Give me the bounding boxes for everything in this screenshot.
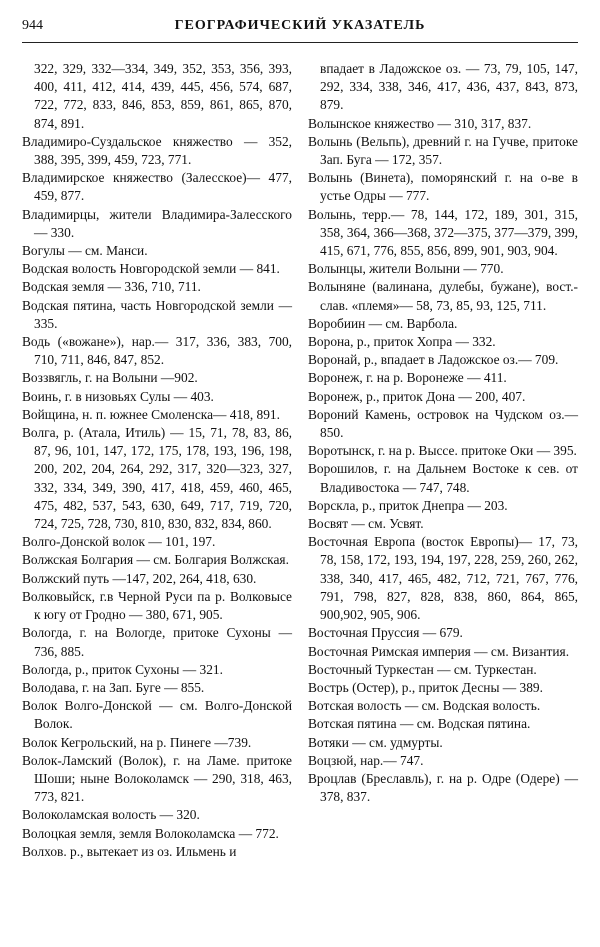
index-entry: Волынь, терр.— 78, 144, 172, 189, 301, 315, 358, 364, 366—368, 372—375, 377—379, 399, 415, 671, 776, 855, 856, 899, 901, 903, 904. bbox=[308, 206, 578, 259]
index-entry: Воронай, р., впадает в Ладожское оз.— 709. bbox=[308, 352, 559, 368]
page-number: 944 bbox=[22, 18, 43, 33]
index-entry: Вологда, г. на Вологде, притоке Сухоны — 736, 885. bbox=[22, 625, 292, 659]
index-entry: Восточная Европа (восток Европы)— 17, 73, 78, 158, 172, 193, 194, 197, 228, 259, 260, 262, 338, 340, 417, 465, 482, 712, 721, 767, 776, 791, 798, 827, 828, 838, 860, 864, 865, 900,902, 905, 906. bbox=[308, 534, 578, 623]
index-entry: Ворскла, р., приток Днепра — 203. bbox=[308, 497, 508, 513]
header-rule bbox=[22, 42, 578, 43]
index-entry: Вороний Камень, островок на Чудском оз.— 850. bbox=[308, 406, 578, 441]
index-entry: Вроцлав (Бреславль), г. на р. Одре (Одере) — 378, 837. bbox=[308, 770, 578, 805]
running-head-title: ГЕОГРАФИЧЕСКИЙ УКАЗАТЕЛЬ bbox=[174, 18, 426, 33]
index-entry: Воронеж, г. на р. Воронеже — 411. bbox=[308, 370, 507, 386]
index-entry: Волынцы, жители Волыни — 770. bbox=[308, 261, 504, 277]
index-entry: Водь («вожане»), нар.— 317, 336, 383, 700, 710, 711, 846, 847, 852. bbox=[22, 334, 292, 368]
index-entry: Восточный Туркестан — см. Туркестан. bbox=[308, 661, 537, 677]
left-column bbox=[22, 60, 292, 861]
index-entry: Волынь (Винета), поморянский г. на о-ве в устье Одры — 777. bbox=[308, 170, 578, 204]
index-entry: Вотская волость — см. Водская волость. bbox=[308, 698, 541, 714]
index-entry: Волго-Донской волок — 101, 197. bbox=[22, 534, 216, 550]
index-entry: Волга, р. (Атала, Итиль) — 15, 71, 78, 83, 86, 87, 96, 101, 147, 172, 175, 178, 193, 196, 198, 200, 202, 204, 264, 292, 317, 320—323, 327, 332, 334, 349, 390, 417, 418, 459, 460, 465, 475, 482, 537, 543, 630, 649, 717, 719, 720, 724, 725, 728, 730, 810, 830, 832, 834, 860. bbox=[22, 425, 292, 532]
index-entry: Ворона, р., приток Хопра — 332. bbox=[308, 334, 496, 350]
index-entry: Владимирцы, жители Владимира-Залесского — 330. bbox=[22, 206, 292, 240]
right-column bbox=[308, 60, 578, 806]
index-entry: Водская пятина, часть Новгородской земли — 335. bbox=[22, 297, 292, 331]
index-entry: Владимирское княжество (Залесское)— 477, 459, 877. bbox=[22, 170, 292, 204]
index-entry: Вологда, р., приток Сухоны — 321. bbox=[22, 661, 223, 677]
index-entry: Волок-Ламский (Волок), г. на Ламе. притоке Шоши; ныне Волоколамск — 290, 318, 463, 773, 821. bbox=[22, 752, 292, 805]
index-entry: Волхов. р., вытекает из оз. Ильмень и bbox=[22, 843, 237, 859]
index-entry: Войщина, н. п. южнее Смоленска— 418, 891. bbox=[22, 406, 280, 422]
index-entry: Вогулы — см. Манси. bbox=[22, 243, 148, 259]
index-entry: Волыняне (валинана, дулебы, бужане), вост.-слав. «племя»— 58, 73, 85, 93, 125, 711. bbox=[308, 279, 578, 313]
index-entry: Восточная Римская империя — см. Византия. bbox=[308, 643, 570, 659]
index-entry: Вотская пятина — см. Водская пятина. bbox=[308, 716, 531, 732]
index-entry: Вострь (Остер), р., приток Десны — 389. bbox=[308, 679, 543, 695]
index-entry: Вотяки — см. удмурты. bbox=[308, 734, 443, 750]
index-entry: Водская земля — 336, 710, 711. bbox=[22, 279, 201, 295]
index-entry: Волоцкая земля, земля Волоколамска — 772. bbox=[22, 825, 279, 841]
index-entry: Володава, г. на Зап. Буге — 855. bbox=[22, 679, 205, 695]
index-entry: Воззвягль, г. на Волыни —902. bbox=[22, 370, 198, 386]
index-entry: Воцзюй, нар.— 747. bbox=[308, 752, 424, 768]
index-entry: Волковыйск, г.в Черной Руси па р. Волковысе к югу от Гродно — 380, 671, 905. bbox=[22, 588, 292, 623]
index-entry: Восвят — см. Усвят. bbox=[308, 516, 424, 532]
index-entry: Ворошилов, г. на Дальнем Востоке к сев. от Владивостока — 747, 748. bbox=[308, 461, 578, 495]
index-entry: Волжская Болгария — см. Болгария Волжская. bbox=[22, 552, 289, 568]
index-entry: Волок Кегрольский, на р. Пинеге —739. bbox=[22, 734, 252, 750]
index-entry: 322, 329, 332—334, 349, 352, 353, 356, 393, 400, 411, 412, 414, 439, 445, 456, 574, 687, 722, 772, 833, 846, 853, 859, 861, 865, 870, 874, 891. bbox=[34, 61, 292, 131]
index-entry: Волынское княжество — 310, 317, 837. bbox=[308, 115, 532, 131]
index-entry: Владимиро-Суздальское княжество — 352, 388, 395, 399, 459, 723, 771. bbox=[22, 133, 292, 168]
index-entry: Воротынск, г. на р. Выссе. притоке Оки — 395. bbox=[308, 443, 577, 459]
index-entry: Воинь, г. в низовьях Сулы — 403. bbox=[22, 388, 214, 404]
index-entry: Волынь (Вельпь), древний г. на Гучве, притоке Зап. Буга — 172, 357. bbox=[308, 133, 578, 168]
index-entry: впадает в Ладожское оз. — 73, 79, 105, 147, 292, 334, 338, 346, 417, 436, 437, 843, 873, 879. bbox=[320, 61, 578, 113]
index-entry: Волок Волго-Донской — см. Волго-Донской Волок. bbox=[22, 698, 292, 732]
page-header bbox=[22, 18, 578, 40]
index-entry: Восточная Пруссия — 679. bbox=[308, 625, 463, 641]
index-entry: Воробиин — см. Варбола. bbox=[308, 315, 458, 331]
index-entry: Волоколамская волость — 320. bbox=[22, 807, 200, 823]
index-entry: Водская волость Новгородской земли — 841. bbox=[22, 261, 280, 277]
index-entry: Волжский путь —147, 202, 264, 418, 630. bbox=[22, 570, 257, 586]
index-entry: Воронеж, р., приток Дона — 200, 407. bbox=[308, 388, 526, 404]
